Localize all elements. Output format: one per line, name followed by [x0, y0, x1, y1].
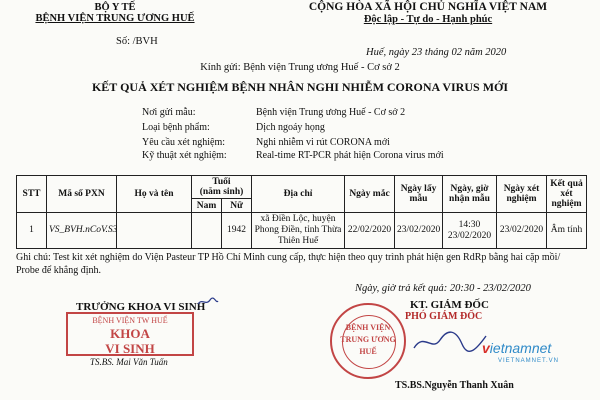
- header-result: Kết quả xét nghiệm: [547, 176, 587, 213]
- hospital-name: BỆNH VIỆN TRUNG ƯƠNG HUẾ: [35, 13, 195, 24]
- watermark-v: v: [482, 340, 490, 356]
- issue-date: Huế, ngày 23 tháng 02 năm 2020: [366, 47, 507, 58]
- nation-motto: Độc lập - Tự do - Hạnh phúc: [363, 14, 493, 25]
- cell-male: [192, 213, 222, 249]
- header-onset: Ngày mắc: [345, 176, 395, 213]
- document-title: KẾT QUẢ XÉT NGHIỆM BỆNH NHÂN NGHI NHIỄM CORONA VIRUS MỚI: [91, 80, 509, 94]
- seal-text-3: HUẾ: [359, 347, 377, 356]
- ministry-name: BỘ Y TẾ: [94, 2, 136, 13]
- director-signature: [410, 326, 490, 356]
- header-received: Ngày, giờ nhận mẫu: [443, 176, 497, 213]
- cell-code: VS_BVH.nCoV.S3: [47, 213, 117, 249]
- dept-signature: [196, 296, 220, 308]
- seal-text-2: TRUNG ƯƠNG: [340, 335, 396, 344]
- dept-head-signer: TS.BS. Mai Văn Tuấn: [90, 357, 168, 367]
- cell-stt: 1: [17, 213, 47, 249]
- result-datetime: Ngày, giờ trả kết quả: 20:30 - 23/02/2020: [355, 283, 531, 294]
- header-sampled: Ngày lấy mẫu: [395, 176, 443, 213]
- nation-title: CỘNG HÒA XÃ HỘI CHỦ NGHĨA VIỆT NAM: [308, 1, 548, 13]
- watermark-brand: ietnamnet: [489, 340, 552, 356]
- stamp-dept-1: KHOA: [110, 326, 150, 341]
- header-name: Họ và tên: [117, 176, 192, 213]
- cell-result: Âm tính: [547, 213, 587, 249]
- info-value-technique: Real-time RT-PCR phát hiện Corona virus mới: [256, 150, 444, 161]
- header-code: Mã số PXN: [47, 176, 117, 213]
- stamp-hospital: BỆNH VIỆN TW HUẾ: [92, 316, 168, 325]
- director-signer: TS.BS.Nguyễn Thanh Xuân: [395, 380, 514, 391]
- director-role: KT. GIÁM ĐỐC: [410, 299, 489, 311]
- department-stamp: [66, 312, 194, 356]
- results-table: [16, 175, 587, 249]
- cell-name: [117, 213, 192, 249]
- cell-onset: 22/02/2020: [345, 213, 395, 249]
- watermark-url: VIETNAMNET.VN: [498, 358, 560, 364]
- header-tested: Ngày xét nghiệm: [497, 176, 547, 213]
- header-female: Nữ: [222, 199, 252, 213]
- director-subtitle: PHÓ GIÁM ĐỐC: [405, 311, 483, 322]
- header-male: Nam: [192, 199, 222, 213]
- info-label-sender: Nơi gửi mẫu:: [142, 107, 196, 118]
- hospital-seal: [330, 303, 406, 379]
- note: Ghi chú: Test kit xét nghiệm do Viện Pasteur TP Hồ Chí Minh cung cấp, thực hiện theo quy trình phát hiện gen RdRp bằng hai cặp mồi/ Probe để khẳng định.: [16, 252, 561, 276]
- addressee: Kính gửi: Bệnh viện Trung ương Huế - Cơ sở 2: [200, 62, 400, 73]
- stamp-dept-2: VI SINH: [105, 341, 155, 356]
- vietnamnet-watermark: [482, 340, 551, 356]
- cell-address: xã Điền Lộc, huyện Phong Điền, tỉnh Thừa Thiên Huế: [252, 213, 345, 249]
- seal-text-1: BỆNH VIỆN: [345, 323, 391, 332]
- info-label-request: Yêu cầu xét nghiệm:: [142, 137, 226, 148]
- info-value-request: Nghi nhiễm vi rút CORONA mới: [256, 137, 390, 148]
- dept-head-role: TRƯỞNG KHOA VI SINH: [76, 301, 206, 313]
- header-stt: STT: [17, 176, 47, 213]
- cell-female: 1942: [222, 213, 252, 249]
- header-age: Tuổi (năm sinh): [192, 176, 252, 199]
- header-address: Địa chỉ: [252, 176, 345, 213]
- table-row: [17, 213, 587, 249]
- cell-received: 14:30 23/02/2020: [443, 213, 497, 249]
- info-value-specimen: Dịch ngoáy họng: [256, 122, 325, 133]
- cell-sampled: 23/02/2020: [395, 213, 443, 249]
- document-number: Số: /BVH: [116, 36, 158, 47]
- cell-tested: 23/02/2020: [497, 213, 547, 249]
- info-value-sender: Bệnh viện Trung ương Huế - Cơ sở 2: [256, 107, 406, 118]
- info-label-technique: Kỹ thuật xét nghiệm:: [142, 150, 227, 161]
- info-label-specimen: Loại bệnh phẩm:: [142, 122, 210, 133]
